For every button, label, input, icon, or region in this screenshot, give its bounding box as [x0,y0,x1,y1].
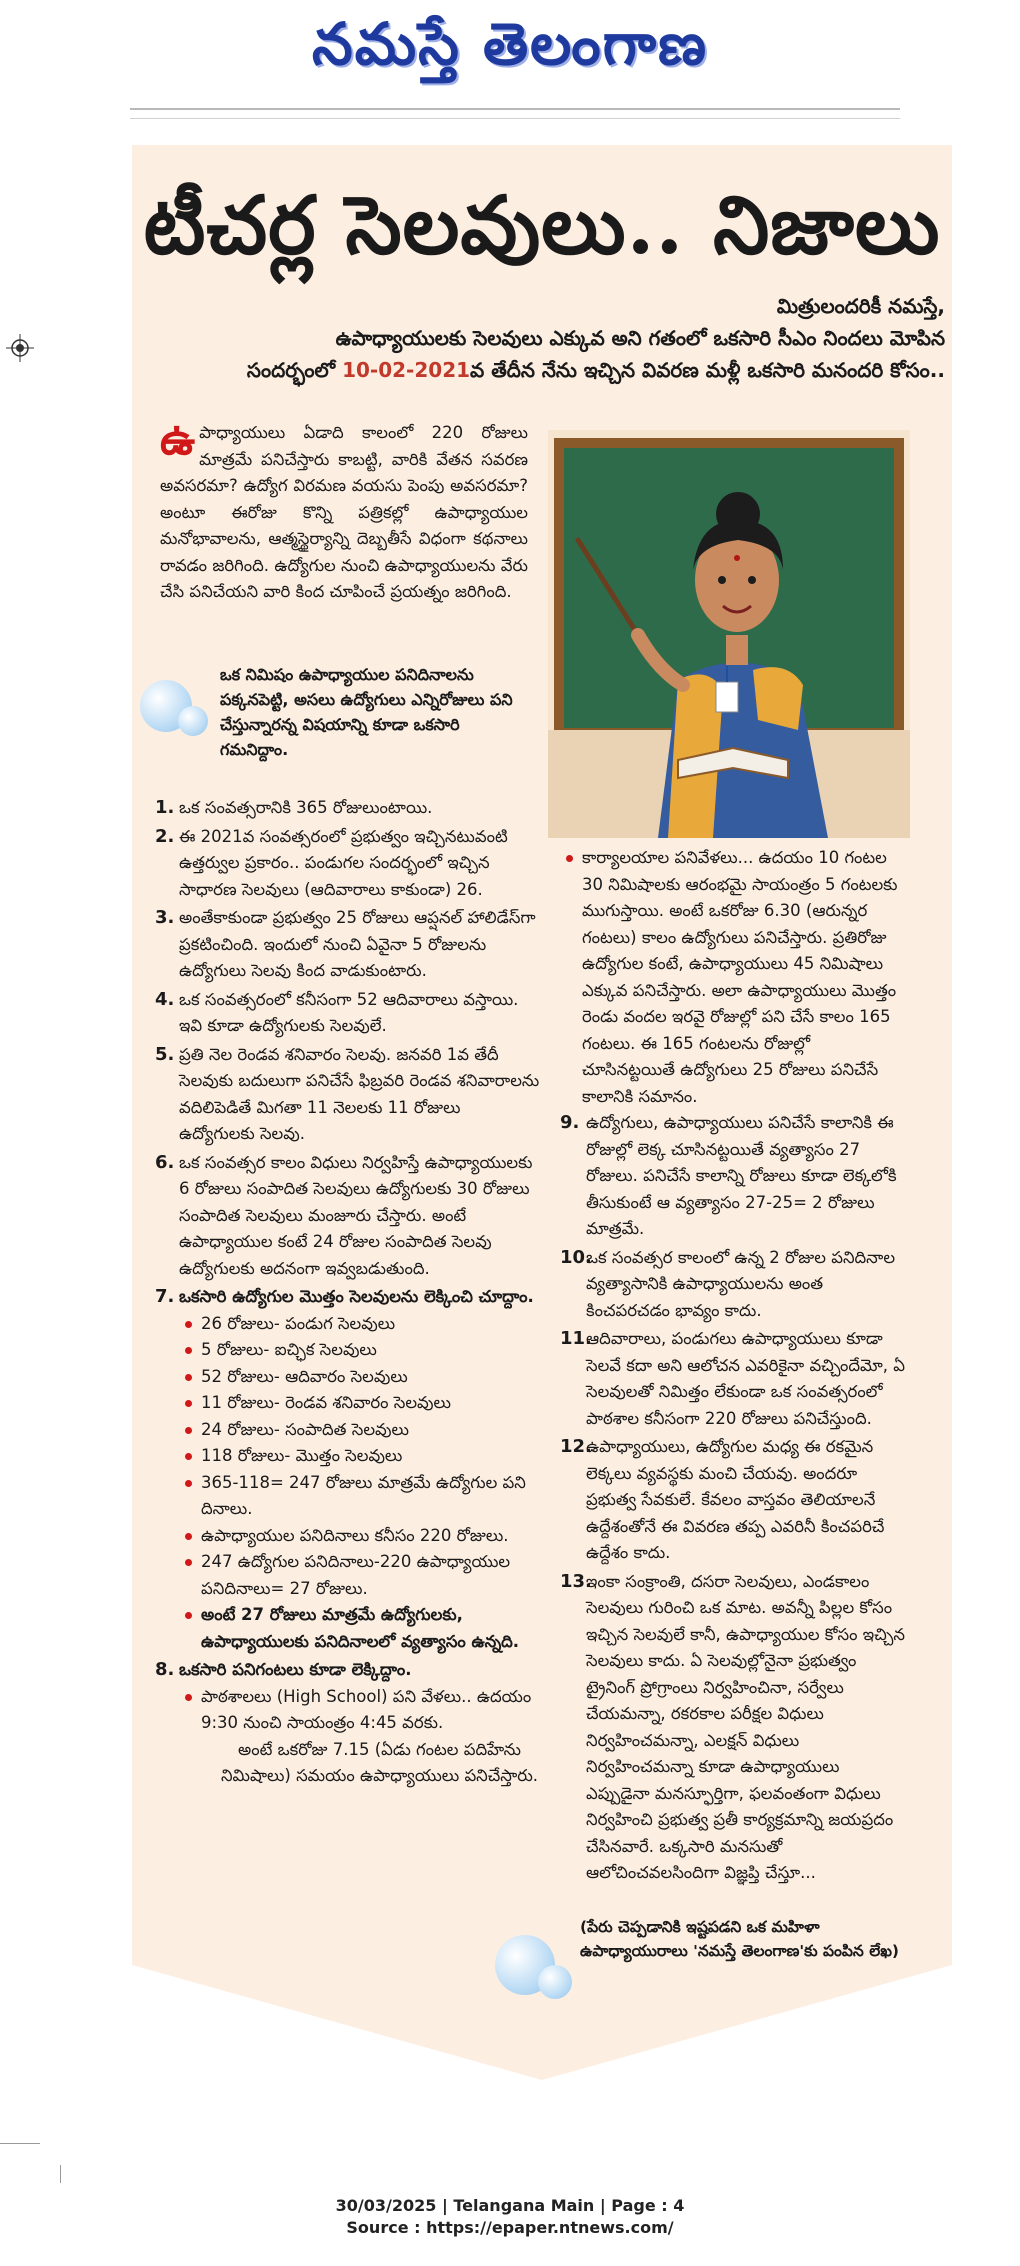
list-text: ఒక సంవత్సరంలో కనీసంగా 52 ఆదివారాలు వస్తాయి. ఇవి కూడా ఉద్యోగులకు సెలవులే. [179,989,519,1035]
masthead-rule-thin [130,118,900,119]
list-item-7 [155,1284,540,1655]
bubble-decoration-small [538,1965,572,1999]
bullet-item: 24 రోజులు- సంపాదిత సెలవులు [179,1417,540,1444]
intro-line-date [140,354,945,386]
crop-mark [0,2143,40,2144]
bullet-item: 365-118= 247 రోజులు మాత్రమే ఉద్యోగుల పని దినాలు. [179,1470,540,1523]
bullet-item: 11 రోజులు- రెండవ శనివారం సెలవులు [179,1390,540,1417]
masthead [0,10,1020,93]
lead-paragraph [160,414,528,606]
list-subheading: ఒకసారి పనిగంటలు కూడా లెక్కిద్దాం. [179,1660,412,1679]
intro-greeting: మిత్రులందరికీ నమస్తే, [776,294,945,318]
list-text: ఉద్యోగులు, ఉపాధ్యాయులు పనిచేసే కాలానికి ఈ రోజుల్లో లెక్క చూసినట్టయితే వ్యత్యాసం 27 రోజులు. పనిచేసే కాలాన్ని రోజులు కూడా లెక్కలోకి తీసుకుంటే ఆ వ్యత్యాసం 27-25= 2 రోజులు మాత్రమే. [586,1113,897,1238]
bullet-item: 52 రోజులు- ఆదివారం సెలవులు [179,1364,540,1391]
bubble-decoration-small [178,706,208,736]
bullet-item: కార్యాలయాల పనివేళలు... ఉదయం 10 గంటల 30 నిమిషాలకు ఆరంభమై సాయంత్రం 5 గంటలకు ముగుస్తాయి. అంటే ఒకరోజు 6.30 (ఆరున్నర గంటలు) కాలం ఉద్యోగులు పనిచేస్తారు. ప్రతిరోజు ఉద్యోగుల కంటే, ఉపాధ్యాయులు 45 నిమిషాలు ఎక్కువ పనిచేస్తారు. అలా ఉపాధ్యాయులు మొత్తం రెండు వందల ఇరవై రోజుల్లో పని చేసే కాలం 165 గంటలు. ఈ 165 గంటలను రోజుల్లో చూసినట్టయితే ఉద్యోగులు 25 రోజులు పనిచేసే కాలానికి సమానం. [560,845,905,1110]
bullet-item: 118 రోజులు- మొత్తం సెలవులు [179,1443,540,1470]
list-item [560,1110,905,1243]
intro-text-end: వ తేదీన నేను ఇచ్చిన వివరణ మళ్లీ ఒకసారి మనందరి కోసం.. [470,358,945,382]
list-item [560,1245,905,1325]
headline: టీచర్ల సెలవులు.. నిజాలు [143,178,941,272]
list-item [155,987,540,1040]
bullet-item: 26 రోజులు- పండుగ సెలవులు [179,1311,540,1338]
intro-date: 10-02-2021 [342,358,471,382]
signature-note: (పేరు చెప్పడానికి ఇష్టపడని ఒక మహిళా ఉపాధ్యాయురాలు 'నమస్తే తెలంగాణ'కు పంపిన లేఖ) [580,1918,899,1960]
intro-text: సందర్భంలో [246,358,343,382]
list-number: 5. [155,1043,175,1065]
bullet-item: 247 ఉద్యోగుల పనిదినాలు-220 ఉపాధ్యాయుల పనిదినాలు= 27 రోజులు. [179,1549,540,1602]
list-text: ఆదివారాలు, పండుగలు ఉపాధ్యాయులు కూడా సెలవే కదా అని ఆలోచన ఎవరికైనా వచ్చిందేమో, ఏ సెలవులతో నిమిత్తం లేకుండా ఒక సంవత్సరంలో పాఠశాల కనీసంగా 220 రోజులు పనిచేస్తుంది. [586,1329,905,1428]
list-item [155,795,540,822]
list-subheading: ఒకసారి ఉద్యోగుల మొత్తం సెలవులను లెక్కించి చూద్దాం. [179,1287,534,1306]
bullet-item-bold: అంటే 27 రోజులు మాత్రమే ఉద్యోగులకు, ఉపాధ్యాయులకు పనిదినాలలో వ్యత్యాసం ఉన్నది. [179,1602,540,1655]
list-item [155,905,540,985]
callout-text: ఒక నిమిషం ఉపాధ్యాయుల పనిదినాలను పక్కనపెట్టి, అసలు ఉద్యోగులు ఎన్నిరోజులు పని చేస్తున్నారన్న విషయాన్ని కూడా ఒకసారి గమనిద్దాం. [220,665,513,759]
list-text: ఇంకా సంక్రాంతి, దసరా సెలవులు, ఎండకాలం సెలవులు గురించి ఒక మాట. అవన్నీ పిల్లల కోసం ఇచ్చిన సెలవులే కానీ, ఉపాధ్యాయుల కోసం ఇచ్చిన సెలవులు కాదు. ఏ సెలవుల్లోనైనా ప్రభుత్వం ట్రైనింగ్ ప్రోగ్రాంలు నిర్వహించినా, సర్వేలు చేయమన్నా, రకరకాల పరీక్షల విధులు నిర్వహించమన్నా, ఎలక్షన్ విధులు నిర్వహించమన్నా కూడా ఉపాధ్యాయులు ఎప్పుడైనా మనస్ఫూర్తిగా, ఫలవంతంగా విధులు నిర్వహించి ప్రభుత్వ ప్రతీ కార్యక్రమాన్ని జయప్రదం చేసినవారే. ఒక్కసారి మనసుతో ఆలోచించవలసిందిగా విజ్ఞప్తి చేస్తూ... [586,1571,905,1882]
registration-mark-icon [6,334,34,362]
footer-date-edition: 30/03/2025 | Telangana Main | Page : 4 [335,2196,685,2215]
list-text: అంతేకాకుండా ప్రభుత్వం 25 రోజులు ఆప్షనల్ హాలిడేస్‌గా ప్రకటించింది. ఇందులో నుంచి ఏవైనా 5 రోజులను ఉద్యోగులు సెలవు కింద వాడుకుంటారు. [179,908,536,980]
list-text-centered: అంటే ఒకరోజు 7.15 (ఏడు గంటల పదిహేను నిమిషాలు) సమయం ఉపాధ్యాయులు పనిచేస్తారు. [220,1739,539,1785]
list-item [155,824,540,904]
intro-line: ఉపాధ్యాయులకు సెలవులు ఎక్కువ అని గతంలో ఒకసారి సీఎం నిందలు మోపిన [335,326,945,350]
list-number: 8. [155,1659,175,1680]
newspaper-logo: నమస్తే తెలంగాణ [312,10,708,78]
teacher-illustration [548,430,910,838]
list-text: ఒక సంవత్సర కాలంలో ఉన్న 2 రోజుల పనిదినాల వ్యత్యాసానికి ఉపాధ్యాయులను అంత కించపరచడం భావ్యం కాదు. [586,1247,896,1320]
list-text: ఈ 2021వ సంవత్సరంలో ప్రభుత్వం ఇచ్చినటువంటి ఉత్తర్వుల ప్రకారం.. పండుగల సందర్భంలో ఇచ్చిన సాధారణ సెలవులు (ఆదివారాలు కాకుండా) 26. [179,826,508,899]
list-text: ప్రతి నెల రెండవ శనివారం సెలవు. జనవరి 1వ తేదీ సెలవుకు బదులుగా పనిచేసే ఫిబ్రవరి రెండవ శనివారాలను వదిలిపెడితే మిగతా 11 నెలలకు 11 రోజులు ఉద్యోగులకు సెలవు. [179,1044,540,1143]
list-number: 4. [155,988,175,1010]
list-item [560,1569,905,1887]
list-number: 2. [155,825,175,847]
list-number: 13. [560,1570,592,1592]
drop-cap: ఉ [160,414,196,465]
list-text: ఉపాధ్యాయులు, ఉద్యోగుల మధ్య ఈ రకమైన లెక్కలు వ్యవస్థకు మంచి చేయవు. అందరూ ప్రభుత్వ సేవకులే. కేవలం వాస్తవం తెలియాలనే ఉద్దేశంతోనే ఈ వివరణ తప్ప ఎవరినీ కించపరిచే ఉద్దేశం కాదు. [586,1437,885,1562]
list-item [560,1434,905,1567]
list-text: ఒక సంవత్సరానికి 365 రోజులుంటాయి. [179,798,433,817]
masthead-rule [130,108,900,110]
list-item [560,1326,905,1432]
list-item [155,1042,540,1148]
list-number: 12. [560,1436,592,1457]
list-number: 7. [155,1286,175,1307]
crop-mark-vertical [60,2165,61,2183]
footer-source: Source : https://epaper.ntnews.com/ [346,2218,674,2237]
list-number: 11. [560,1328,592,1349]
list-item [155,1150,540,1283]
list-number: 9. [560,1112,580,1133]
bullet-item: 5 రోజులు- ఐచ్ఛిక సెలవులు [179,1337,540,1364]
bullet-item: ఉపాధ్యాయుల పనిదినాలు కనీసం 220 రోజులు. [179,1523,540,1550]
list-number: 3. [155,907,175,928]
bullet-item: పాఠశాలలు (High School) పని వేళలు.. ఉదయం 9:30 నుంచి సాయంత్రం 4:45 వరకు. [179,1684,540,1737]
lead-text: పాధ్యాయులు ఏడాది కాలంలో 220 రోజులు మాత్రమే పనిచేస్తారు కాబట్టి, వారికి వేతన సవరణ అవసరమా? ఉద్యోగ విరమణ వయసు పెంపు అవసరమా? అంటూ ఈరోజు కొన్ని పత్రికల్లో ఉపాధ్యాయుల మనోభావాలను, ఆత్మస్థైర్యాన్ని దెబ్బతీసే విధంగా కథనాలు రావడం జరిగింది. ఉద్యోగుల నుంచి ఉపాధ్యాయులను వేరు చేసి పనిచేయని వారి కింద చూపించే ప్రయత్నం జరిగింది. [160,423,528,601]
right-column [560,845,905,1889]
list-number: 6. [155,1151,175,1173]
list-number: 10. [560,1246,592,1268]
list-text: ఒక సంవత్సర కాలం విధులు నిర్వహిస్తే ఉపాధ్యాయులకు 6 రోజులు సంపాదిత సెలవులు ఉద్యోగులకు 30 రోజులు సంపాదిత సెలవులు మంజూరు చేస్తారు. అంటే ఉపాధ్యాయుల కంటే 24 రోజుల సంపాదిత సెలవు ఉద్యోగులకు అదనంగా ఇవ్వబడుతుంది. [179,1152,533,1278]
left-numbered-list [155,795,540,1792]
list-item-8 [155,1657,540,1790]
list-number: 1. [155,797,175,818]
